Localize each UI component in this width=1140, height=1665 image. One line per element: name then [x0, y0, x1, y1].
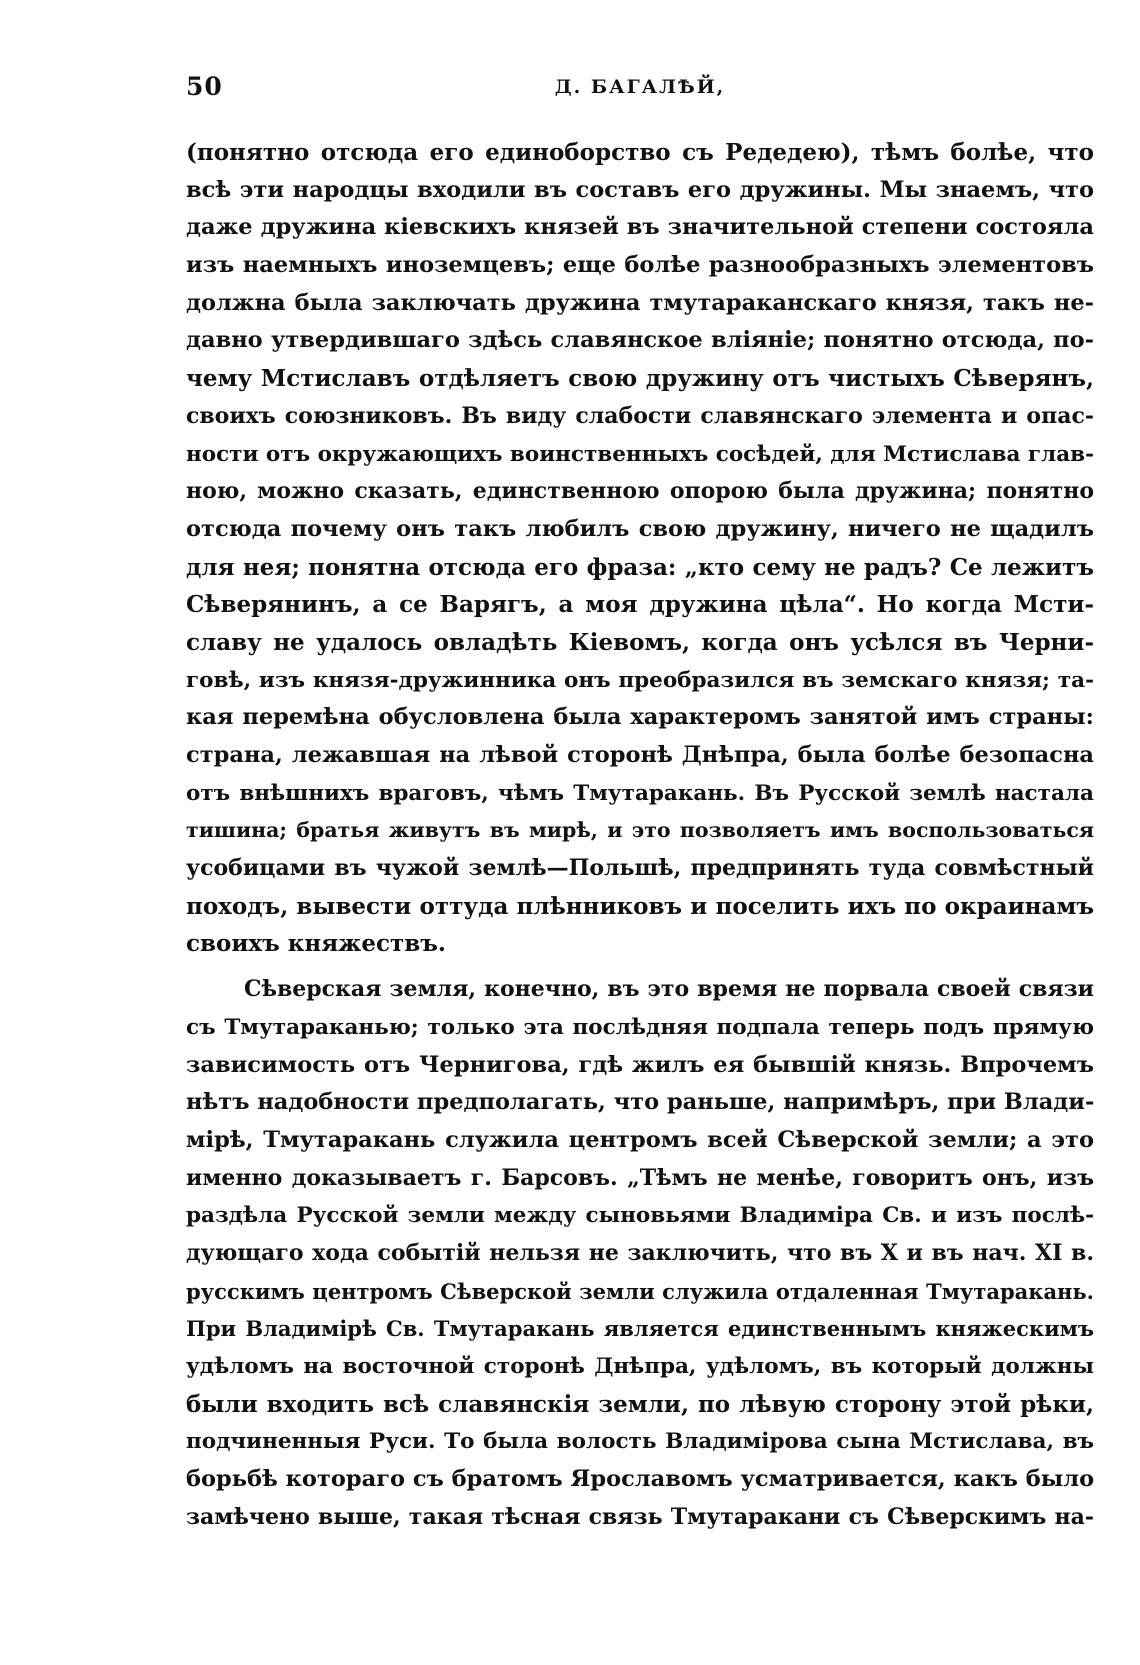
text-line: даже дружина кіевскихъ князей въ значительной степени состояла: [186, 214, 1094, 241]
text-line: (понятно отсюда его единоборство съ Редедею), тѣмъ болѣе, что: [186, 139, 1094, 166]
page-header: [186, 72, 1094, 108]
text-line: Сѣверянинъ, а се Варягъ, а моя дружина цѣла“. Но когда Мсти-: [186, 591, 1094, 619]
text-line: отъ внѣшнихъ враговъ, чѣмъ Тмутаракань. Въ Русской землѣ настала: [186, 780, 1094, 806]
body-text: [186, 134, 1094, 1536]
running-head: Д. БАГАЛѢЙ,: [554, 76, 726, 98]
text-line: Сѣверская земля, конечно, въ это время не порвала своей связи: [244, 976, 1094, 1003]
paragraph-1: [186, 134, 1094, 963]
text-line: своихъ союзниковъ. Въ виду слабости славянскаго элемента и опас-: [186, 402, 1094, 429]
paragraph-gap: [186, 963, 1094, 971]
text-line: зависимость отъ Чернигова, гдѣ жилъ ея бывшій князь. Впрочемъ: [186, 1051, 1094, 1078]
text-line: должна была заключать дружина тмутараканскаго князя, такъ не-: [186, 289, 1094, 316]
text-line: русскимъ центромъ Сѣверской земли служила отдаленная Тмутаракань.: [186, 1278, 1094, 1304]
text-line: дующаго хода событій нельзя не заключить, что въ X и въ нач. XI в.: [186, 1239, 1094, 1266]
text-line: мірѣ, Тмутаракань служила центромъ всей Сѣверской земли; а это: [186, 1126, 1094, 1153]
page-number: 50: [186, 72, 223, 101]
text-line: кая перемѣна обусловлена была характеромъ занятой имъ страны:: [186, 704, 1094, 731]
text-line: ною, можно сказать, единственною опорою была дружина; понятно: [186, 478, 1094, 505]
text-line: походъ, вывести оттуда плѣнниковъ и поселить ихъ по окраинамъ: [186, 892, 1094, 920]
paragraph-2: [186, 971, 1094, 1536]
text-line: изъ наемныхъ иноземцевъ; еще болѣе разнообразныхъ элементовъ: [186, 252, 1094, 279]
text-line: славу не удалось овладѣть Кіевомъ, когда онъ усѣлся въ Черни-: [186, 628, 1094, 656]
text-line: тишина; братья живутъ въ мирѣ, и это позволяетъ имъ воспользоваться: [186, 818, 1094, 843]
text-line: борьбѣ котораго съ братомъ Ярославомъ усматривается, какъ было: [186, 1466, 1094, 1493]
text-line: замѣчено выше, такая тѣсная связь Тмутаракани съ Сѣверскимъ на-: [186, 1503, 1094, 1530]
text-line: подчиненныя Руси. То была волость Владимірова сына Мстислава, въ: [186, 1429, 1094, 1455]
text-line: именно доказываетъ г. Барсовъ. „Тѣмъ не менѣе, говоритъ онъ, изъ: [186, 1164, 1094, 1191]
text-line: съ Тмутараканью; только эта послѣдняя подпала теперь подъ прямую: [186, 1014, 1094, 1040]
text-line: удѣломъ на восточной сторонѣ Днѣпра, удѣломъ, въ который должны: [186, 1354, 1094, 1379]
text-line: чему Мстиславъ отдѣляетъ свою дружину отъ чистыхъ Сѣверянъ,: [186, 365, 1094, 393]
text-line: своихъ княжествъ.: [186, 930, 446, 958]
text-line: ности отъ окружающихъ воинственныхъ сосѣдей, для Мстислава глав-: [186, 441, 1094, 467]
text-line: давно утвердившаго здѣсь славянское вліяніе; понятно отсюда, по-: [186, 327, 1094, 354]
text-line: для нея; понятна отсюда его фраза: „кто сему не радъ? Се лежитъ: [186, 553, 1094, 581]
text-line: раздѣла Русской земли между сыновьями Владиміра Св. и изъ послѣ-: [186, 1203, 1094, 1229]
text-line: отсюда почему онъ такъ любилъ свою дружину, ничего не щадилъ: [186, 515, 1094, 542]
text-line: нѣтъ надобности предполагать, что раньше, напримѣръ, при Влади-: [186, 1089, 1094, 1116]
text-line: всѣ эти народцы входили въ составъ его дружины. Мы знаемъ, что: [186, 176, 1094, 203]
text-line: говѣ, изъ князя-дружинника онъ преобразился въ земскаго князя; та-: [186, 667, 1094, 693]
text-line: При Владимірѣ Св. Тмутаракань является единственнымъ княжескимъ: [186, 1316, 1094, 1342]
text-line: были входить всѣ славянскія земли, по лѣвую сторону этой рѣки,: [186, 1390, 1094, 1418]
text-line: страна, лежавшая на лѣвой сторонѣ Днѣпра, была болѣе безопасна: [186, 742, 1094, 768]
text-line: усобицами въ чужой землѣ—Польшѣ, предпринять туда совмѣстный: [186, 855, 1094, 882]
